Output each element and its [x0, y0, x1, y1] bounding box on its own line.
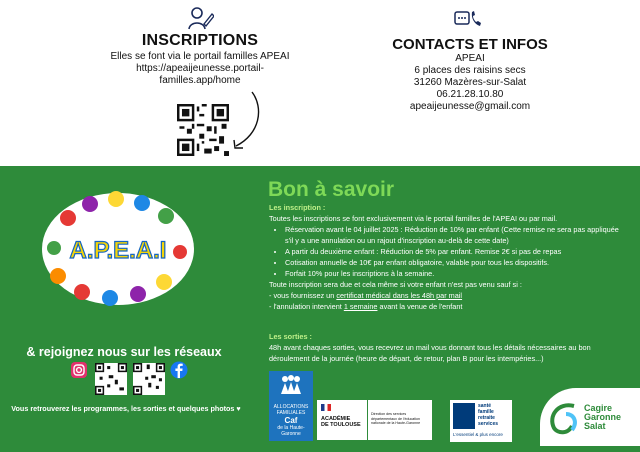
inscriptions-text [100, 51, 300, 87]
academie-text [321, 416, 361, 428]
apeai-logo [38, 190, 198, 308]
contact-email[interactable]: apeaijeunesse@gmail.com [409, 101, 531, 112]
condition-2 [269, 301, 629, 312]
condition-1-link: certificat médical dans les 48h par mail [336, 291, 463, 300]
academie-logo [317, 400, 367, 440]
sorties-text: 48h avant chaques sorties, vous recevrez un mail vous donnant tous les détails nécessaires au bon déroulement de la journée (heure de départ, de retour, plan B pour les intempéries...) [269, 343, 591, 363]
inscription-section [269, 202, 629, 312]
contact-phone-icon [454, 8, 482, 30]
dsden-text: Direction des services départementaux de l'éducation nationale de la Haute-Garonne [371, 412, 421, 425]
inscription-list [269, 224, 629, 279]
inscriptions-url[interactable]: https://apeaijeunesse.portail- [136, 63, 264, 74]
inscription-intro: Toutes les inscriptions se font exclusivement via le portail familles de l'APEAI ou par mail. [269, 214, 558, 223]
caf-people-icon [279, 375, 303, 395]
user-pen-icon [188, 6, 214, 30]
qr-code[interactable] [177, 104, 229, 156]
condition-1-text: - vous fournissez un [269, 291, 337, 300]
flag-icon [321, 404, 331, 411]
cgs-line3: Salat [584, 421, 606, 431]
logo-text: A.P.E.A.I [69, 237, 167, 264]
sorties-heading: Les sorties : [269, 332, 312, 341]
cgs-swirl-icon [546, 400, 582, 436]
list-item: • Cotisation annuelle de 10€ par enfant obligatoire, valable pour tous les dispositifs. [285, 257, 629, 268]
inscriptions-title: INSCRIPTIONS [141, 32, 259, 49]
condition-2-link: 1 semaine [343, 302, 378, 311]
instagram-qr-code[interactable] [95, 363, 127, 395]
bon-a-savoir-title: Bon à savoir [268, 178, 395, 201]
msa-line2: famille [478, 409, 494, 415]
inscription-heading: Les inscription : [269, 203, 326, 212]
list-item: • A partir du deuxième enfant : Réduction de 5% par enfant. Remise 2€ si pas de repas [285, 246, 629, 257]
msa-line3: retraite [478, 415, 495, 421]
contact-city: 31260 Mazères-sur-Salat [413, 77, 527, 88]
cgs-logo [540, 388, 640, 446]
msa-line4: services [478, 421, 499, 427]
inscriptions-url-end[interactable]: familles.app/home [159, 75, 241, 86]
cgs-text [584, 404, 621, 431]
list-item: • Réservation avant le 04 juillet 2025 : Réduction de 10% par enfant (Cette remise ne sera pas appliquée s'il y a une annulation ou un rajout d'inscription au-delà de cette date) [285, 224, 629, 246]
inscriptions-line1: Elles se font via le portail familles APEAI [110, 51, 290, 62]
condition-2-end: avant la venue de l'enfant [377, 302, 463, 311]
msa-text [478, 403, 498, 427]
msa-line1: santé [478, 403, 492, 409]
arrow-icon [230, 90, 262, 156]
contact-name: APEAI [455, 53, 485, 64]
caf-label [269, 404, 313, 437]
list-item: • Forfait 10% pour les inscriptions à la semaine. [285, 268, 629, 279]
condition-2-text: - l'annulation intervient [269, 302, 344, 311]
contacts-block [370, 53, 570, 113]
msa-logo [450, 400, 512, 442]
msa-slogan: L'essentiel & plus encore [453, 432, 503, 437]
sorties-section [269, 331, 629, 364]
academie-line2: DE TOULOUSE [321, 422, 361, 428]
contact-phone[interactable]: 06.21.28.10.80 [436, 89, 504, 100]
social-title: & rejoignez nous sur les réseaux [26, 345, 222, 359]
msa-mark [453, 403, 475, 429]
facebook-icon[interactable] [170, 361, 188, 379]
cgs-line1: Cagire [584, 403, 613, 413]
dsden-logo [368, 400, 432, 440]
contact-address: 6 places des raisins secs [414, 65, 526, 76]
contacts-title: CONTACTS ET INFOS [392, 36, 548, 53]
caf-line2: FAMILIALES [276, 410, 306, 416]
academie-line1: ACADÉMIE [321, 416, 351, 422]
social-text: Vous retrouverez les programmes, les sorties et quelques photos ♥ [11, 404, 241, 413]
caf-line3: Caf [284, 416, 298, 425]
caf-logo [269, 371, 313, 441]
caf-line4: de la Haute- [277, 425, 305, 431]
caf-line1: ALLOCATIONS [273, 404, 309, 410]
condition-1 [269, 290, 629, 301]
instagram-icon[interactable] [70, 361, 88, 379]
facebook-qr-code[interactable] [133, 363, 165, 395]
due-text: Toute inscription sera due et cela même si votre enfant n'est pas venu sauf si : [269, 280, 522, 289]
cgs-line2: Garonne [584, 412, 622, 422]
caf-line5: Garonne [281, 431, 301, 437]
